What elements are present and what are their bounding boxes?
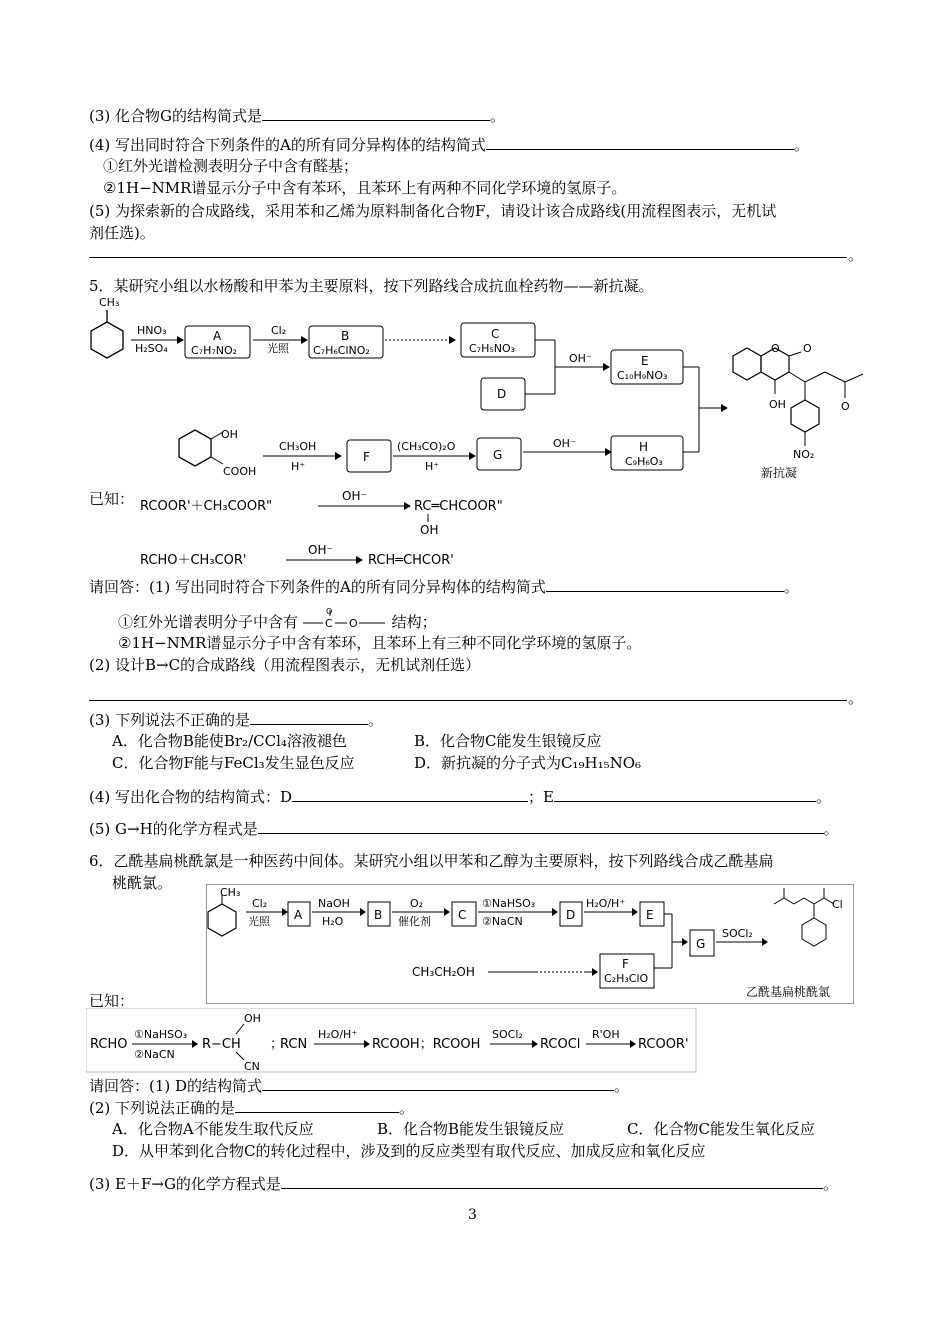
p6-k-r: R−CH [202, 1037, 241, 1052]
q3-text: (3) 化合物G的结构简式是 [89, 107, 262, 125]
p6-prod-name: 乙酰基扁桃酰氯 [746, 985, 831, 999]
q5-line1: (5) 为探索新的合成路线，采用苯和乙烯为原料制备化合物F，请设计该合成路线(用流程图表示，无机试 [89, 202, 777, 220]
q5-end: 。 [848, 246, 864, 264]
p6-r4-bot: ②NaCN [482, 915, 523, 928]
toluene-ch3: CH₃ [99, 296, 120, 309]
p6-q1-blank[interactable] [262, 1075, 614, 1091]
p6-scheme [206, 884, 854, 1004]
r3-bot: H⁺ [291, 460, 306, 473]
p6-box-B: B [374, 908, 383, 922]
q5-answer-rule[interactable] [89, 257, 847, 258]
p6-title2: 桃酰氯。 [112, 874, 173, 892]
p5-q3-text: (3) 下列说法不正确的是 [89, 711, 251, 729]
box-D: D [497, 387, 507, 401]
p6-r3-top: O₂ [410, 897, 424, 910]
p6-k-c1: ①NaHSO₃ [134, 1028, 188, 1041]
p5-scheme [85, 290, 885, 490]
p5-q5-end: 。 [823, 820, 839, 838]
p5-q3-blank[interactable] [250, 709, 368, 725]
p6-q3-text: (3) E＋F→G的化学方程式是 [89, 1175, 281, 1193]
p6-k-rcocl: RCOCl [540, 1037, 581, 1052]
p6-q3-line [89, 1173, 838, 1194]
p6-box-A: A [294, 908, 303, 922]
q4-text: (4) 写出同时符合下列条件的A的所有同分异构体的结构简式 [89, 136, 486, 154]
k1-right: RC═CHCOOR" [414, 499, 503, 514]
p5-q2: (2) 设计B→C的合成路线（用流程图表示，无机试剂任选） [89, 656, 481, 674]
p5-opt-a: A．化合物B能使Br₂/CCl₄溶液褪色 [112, 732, 347, 750]
p5-q1-end: 。 [783, 578, 799, 596]
box-E: E [641, 354, 649, 368]
prod-o2: O [803, 342, 812, 355]
p6-box-D: D [566, 908, 576, 922]
p6-k-rcn: RCN [280, 1037, 308, 1052]
p6-q3-blank[interactable] [281, 1173, 823, 1189]
p5-cond1-b: 结构； [391, 613, 437, 631]
r4-top: (CH₃CO)₂O [397, 440, 456, 453]
p6-k-socl2: SOCl₂ [492, 1028, 523, 1041]
sal-oh: OH [221, 428, 238, 441]
r2-bot: 光照 [267, 342, 289, 355]
box-H: H [639, 440, 649, 454]
q3-line [89, 105, 505, 126]
p5-q4-blank-d[interactable] [292, 786, 528, 802]
p5-q4-mid: ；E [528, 788, 554, 806]
prod-oh: OH [769, 398, 786, 411]
toluene6-ring [208, 904, 236, 936]
p6-k-oh: OH [244, 1012, 261, 1025]
p6-k-rcoor: RCOOR' [638, 1037, 689, 1052]
box-F: F [363, 450, 370, 464]
p5-q4-line [89, 786, 831, 807]
p5-q2-end: 。 [848, 689, 864, 707]
p6-opt-d: D．从甲苯到化合物C的转化过程中，涉及到的反应类型有取代反应、加成反应和氧化反应 [112, 1142, 706, 1160]
p6-q1-line [89, 1075, 629, 1096]
p5-q3-end: 。 [368, 711, 384, 729]
q3-answer-blank[interactable] [262, 105, 490, 121]
p6-q2-text: (2) 下列说法正确的是 [89, 1099, 236, 1117]
p5-cond2: ②1H−NMR谱显示分子中含有苯环，且苯环上有三种不同化学环境的氢原子。 [118, 634, 642, 652]
prod-no2: NO₂ [793, 448, 815, 461]
p6-q2-blank[interactable] [235, 1097, 399, 1113]
p6-ethanol: CH₃CH₂OH [412, 965, 475, 979]
toluene-ring [91, 322, 123, 358]
p6-known: 已知： [89, 992, 135, 1010]
r3-top: CH₃OH [279, 440, 317, 453]
r4-bot: H⁺ [425, 460, 440, 473]
p6-box-G: G [696, 937, 706, 951]
ester-group-icon [303, 607, 387, 633]
k2-cond: OH⁻ [308, 543, 333, 557]
r2-top: Cl₂ [271, 324, 287, 337]
box-H-formula: C₉H₆O₃ [625, 455, 663, 468]
p5-q5-blank[interactable] [258, 818, 824, 834]
k2-left: RCHO＋CH₃COR' [140, 553, 247, 568]
p5-q4-blank-e[interactable] [554, 786, 816, 802]
p5-q1-line [89, 576, 799, 597]
salicylic-ring [179, 430, 211, 466]
p6-r1-top: Cl₂ [252, 897, 268, 910]
ester-o2: O [348, 617, 358, 630]
box-A: A [213, 329, 222, 343]
p5-q4-text: (4) 写出化合物的结构简式：D [89, 788, 293, 806]
p6-r4-top: ①NaHSO₃ [482, 897, 536, 910]
oh1: OH⁻ [569, 352, 592, 365]
p6-r6-top: SOCl₂ [722, 927, 753, 940]
box-G: G [493, 448, 503, 462]
p6-r1-bot: 光照 [248, 915, 270, 928]
p6-box-F-formula: C₂H₃ClO [604, 972, 649, 985]
ester-c: C [324, 617, 333, 630]
q4-answer-blank[interactable] [486, 134, 794, 150]
prod-o1: O [771, 342, 780, 355]
p6-r3-bot: 催化剂 [398, 915, 431, 928]
page-number: 3 [468, 1207, 477, 1223]
ester-o: O [325, 607, 333, 616]
r1-bot: H₂SO₄ [135, 342, 168, 355]
r1-top: HNO₃ [137, 324, 167, 337]
p5-known: 已知： [89, 490, 135, 508]
p6-box-C: C [458, 908, 467, 922]
p5-opt-b: B．化合物C能发生银镜反应 [414, 732, 602, 750]
p6-r2-top: NaOH [318, 897, 350, 910]
p6-k-h2o: H₂O/H⁺ [318, 1028, 358, 1041]
p6-k-rcooh: RCOOH；RCOOH [372, 1037, 481, 1052]
p5-q5-line [89, 818, 839, 839]
p5-q2-rule[interactable] [89, 700, 847, 701]
k1-oh: OH [420, 523, 439, 537]
prod-name: 新抗凝 [761, 466, 798, 480]
box-B: B [341, 329, 350, 343]
p6-opt-c: C．化合物C能发生氧化反应 [627, 1120, 815, 1138]
p6-q2-line [89, 1097, 414, 1118]
p6-title1: 6．乙酰基扁桃酰氯是一种医药中间体。某研究小组以甲苯和乙醇为主要原料，按下列路线合成乙酰基扁 [89, 852, 774, 870]
p5-opt-c: C．化合物F能与FeCl₃发生显色反应 [112, 754, 355, 772]
k1-left: RCOOR'＋CH₃COOR" [140, 499, 273, 514]
oh2: OH⁻ [553, 437, 576, 450]
p6-k-rcho: RCHO [90, 1037, 128, 1052]
p5-opt-d: D．新抗凝的分子式为C₁₉H₁₅NO₆ [414, 754, 642, 772]
box-C-formula: C₇H₅NO₃ [469, 342, 516, 355]
p5-title: 5．某研究小组以水杨酸和甲苯为主要原料，按下列路线合成抗血栓药物——新抗凝。 [89, 277, 654, 295]
p5-cond1-a: ①红外光谱表明分子中含有 [118, 613, 299, 631]
k2-right: RCH═CHCOR' [368, 553, 454, 568]
q5-line2: 剂任选)。 [89, 224, 155, 242]
p6-opt-a: A．化合物A不能发生取代反应 [112, 1120, 314, 1138]
p5-q1-text: 请回答：(1) 写出同时符合下列条件的A的所有同分异构体的结构简式 [89, 578, 546, 596]
p6-opt-b: B．化合物B能发生银镜反应 [377, 1120, 565, 1138]
p6-k-roh: R'OH [592, 1028, 620, 1041]
p6-q1-text: 请回答：(1) D的结构简式 [89, 1077, 263, 1095]
p6-box-E: E [646, 908, 654, 922]
q4-line [89, 134, 809, 155]
q4-cond1: ①红外光谱检测表明分子中含有醛基； [103, 157, 359, 175]
p6-q3-end: 。 [822, 1175, 838, 1193]
q4-end: 。 [793, 136, 809, 154]
box-C: C [491, 327, 500, 341]
p6-k-semi: ； [270, 1037, 284, 1052]
p6-q1-end: 。 [614, 1077, 630, 1095]
p5-q3-line [89, 709, 383, 730]
p6-r5-top: H₂O/H⁺ [586, 897, 626, 910]
p6-q2-end: 。 [399, 1099, 415, 1117]
box-A-formula: C₇H₇NO₂ [191, 344, 238, 357]
sal-cooh: COOH [223, 465, 257, 478]
p6-k-cn: CN [244, 1060, 260, 1073]
p6-known-reactions [86, 1008, 698, 1074]
p6-k-c2: ②NaCN [134, 1048, 175, 1061]
q3-end: 。 [490, 107, 506, 125]
k1-cond: OH⁻ [342, 489, 367, 503]
box-B-formula: C₇H₆ClNO₂ [313, 344, 370, 357]
p6-r2-bot: H₂O [322, 915, 344, 928]
box-E-formula: C₁₀H₉NO₃ [617, 369, 668, 382]
p5-q5-text: (5) G→H的化学方程式是 [89, 820, 258, 838]
q4-cond2: ②1H−NMR谱显示分子中含有苯环，且苯环上有两种不同化学环境的氢原子。 [103, 179, 627, 197]
p6-box-F: F [622, 957, 629, 971]
p5-q4-end: 。 [816, 788, 832, 806]
p6-prod-cl: Cl [832, 898, 843, 911]
toluene6-ch3: CH₃ [220, 886, 241, 899]
p5-known-reactions [138, 486, 558, 576]
prod-o3: O [841, 400, 850, 413]
p5-q1-blank[interactable] [546, 576, 784, 592]
xinkangning-structure [733, 348, 863, 446]
p5-cond1 [118, 607, 437, 633]
acetylmandelyl-chloride-structure [774, 888, 834, 946]
